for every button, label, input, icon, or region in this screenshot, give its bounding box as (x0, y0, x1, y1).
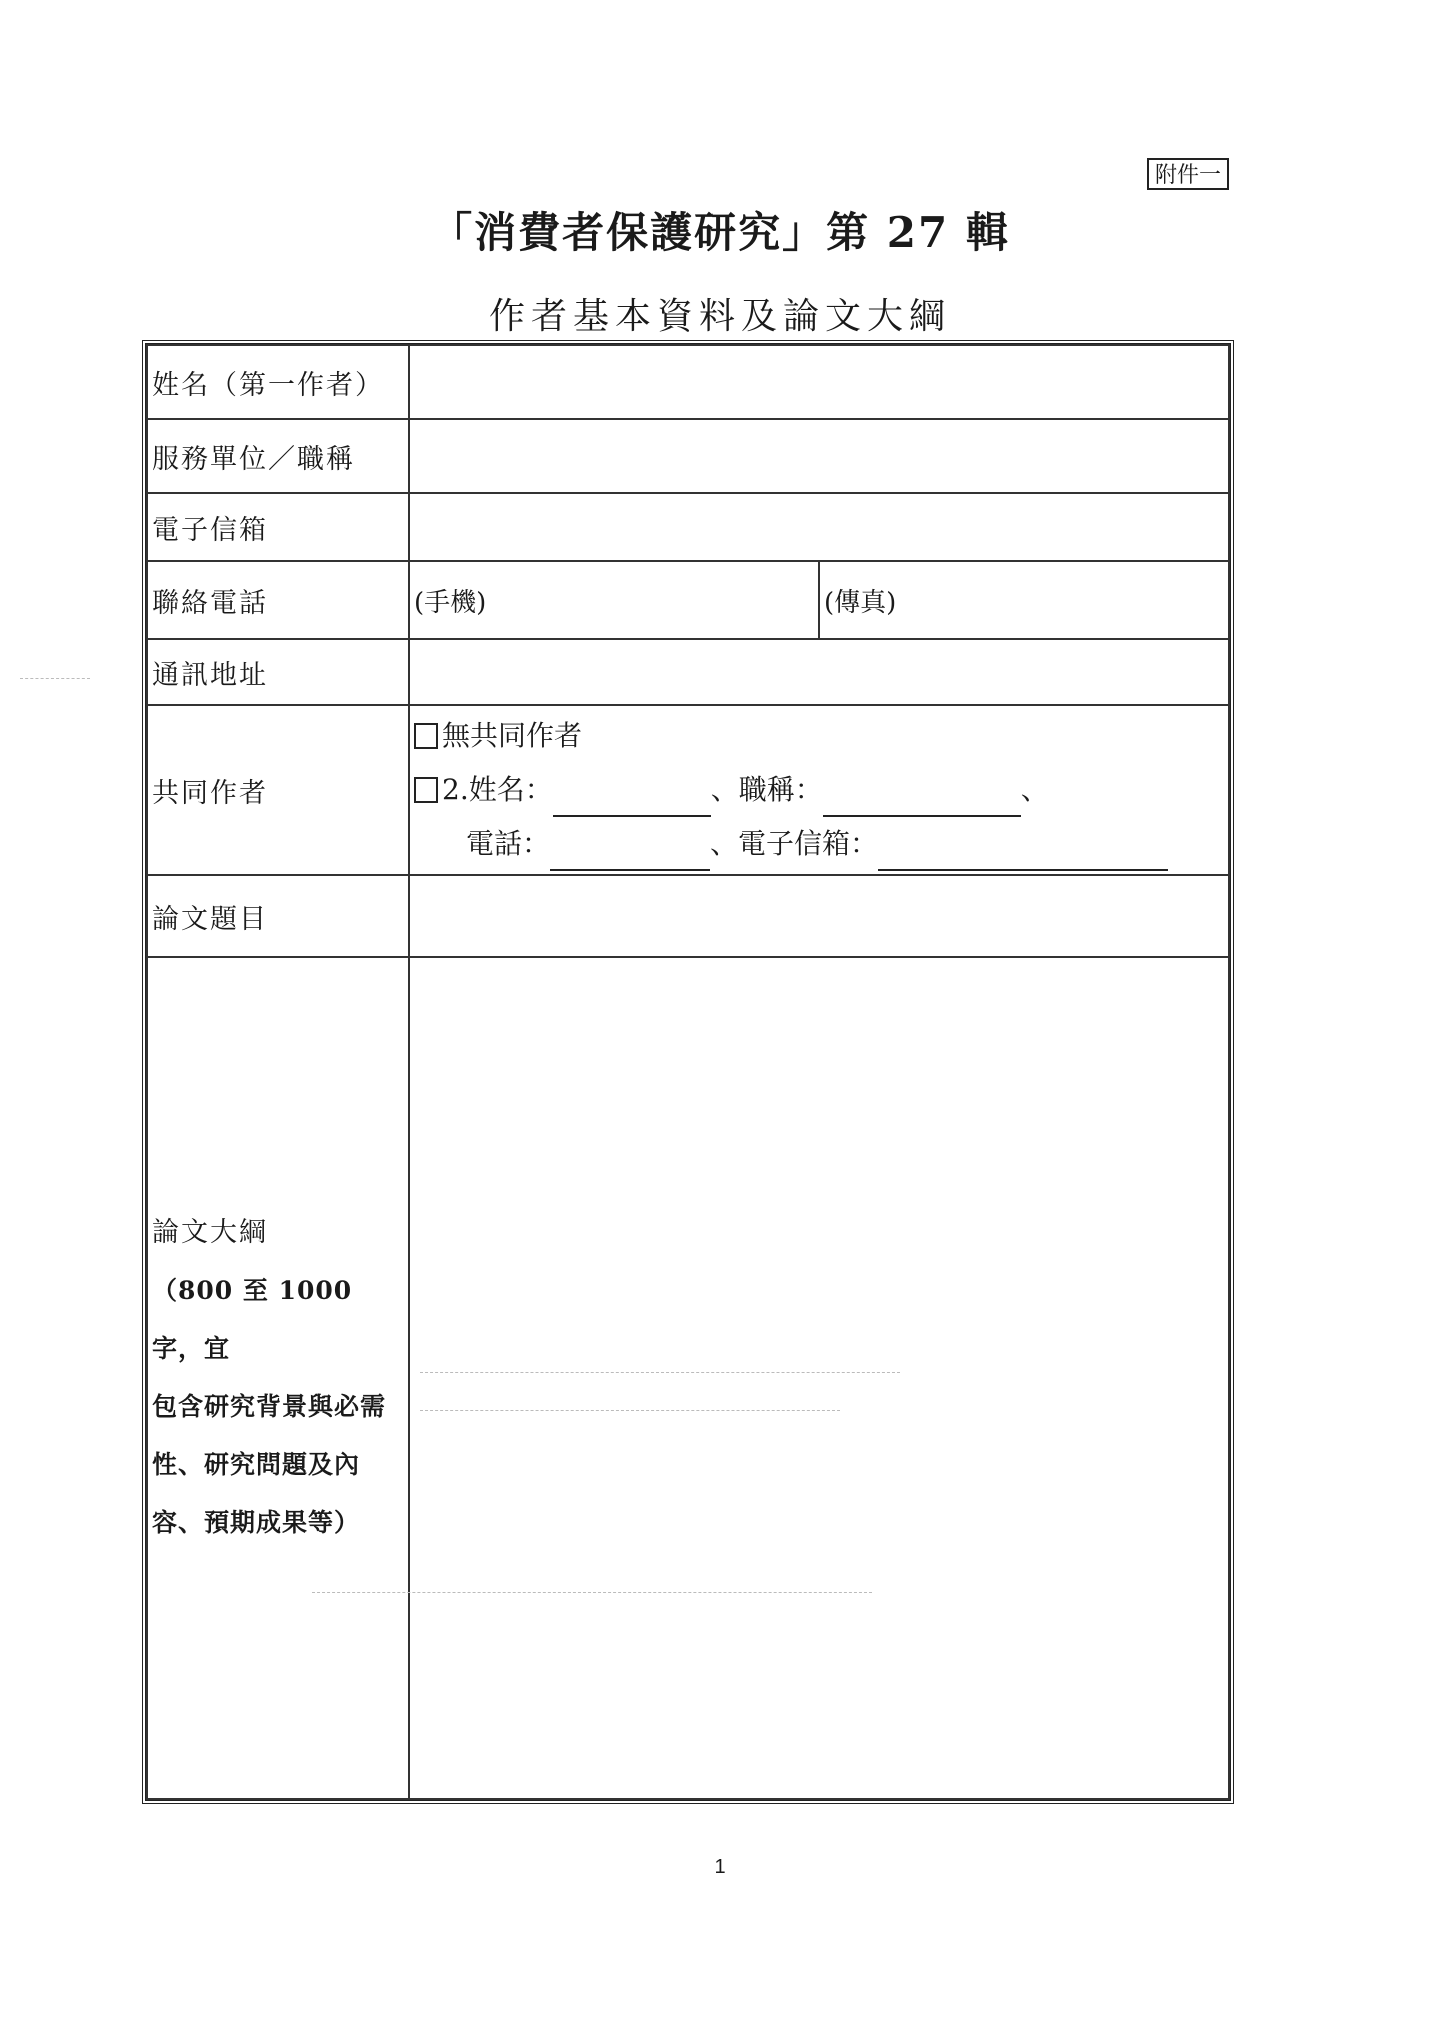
scan-mark (420, 1410, 840, 1411)
name-label: 姓名（第一作者） (147, 345, 409, 419)
coauthor-none-checkbox[interactable] (414, 723, 438, 749)
address-label: 通訊地址 (147, 639, 409, 705)
coauthor-none-label: 無共同作者 (442, 719, 583, 752)
email-field[interactable] (409, 493, 1229, 561)
coauthor-phone-blank[interactable] (550, 839, 710, 871)
outline-note-line-3: 性、研究問題及內 (152, 1450, 361, 1479)
paper-title-label: 論文題目 (147, 875, 409, 957)
email-label: 電子信箱 (147, 493, 409, 561)
row-address (147, 639, 1229, 705)
row-outline (147, 957, 1229, 1799)
outline-note-line-2: 包含研究背景與必需 (152, 1392, 387, 1421)
coauthor-none-option[interactable] (414, 709, 1224, 763)
row-affiliation (147, 419, 1229, 493)
coauthor-info-checkbox[interactable] (414, 777, 438, 803)
mobile-label: (手機) (414, 587, 487, 618)
outline-label: 論文大綱 (152, 1217, 268, 1248)
scan-mark (420, 1372, 900, 1373)
scan-mark (20, 678, 90, 679)
coauthor-contact-line (414, 817, 1224, 871)
coauthor-phone-prefix: 電話： (466, 827, 551, 860)
outline-note-line-4: 容、預期成果等） (152, 1508, 361, 1537)
mobile-field[interactable] (410, 562, 820, 638)
attachment-tag: 附件一 (1147, 158, 1229, 190)
row-paper-title (147, 875, 1229, 957)
row-name (147, 345, 1229, 419)
phone-fields (409, 561, 1229, 639)
row-coauthor (147, 705, 1229, 875)
coauthor-fields (409, 705, 1229, 875)
address-field[interactable] (409, 639, 1229, 705)
row-email (147, 493, 1229, 561)
fax-field[interactable] (820, 562, 1228, 638)
coauthor-title-prefix: 、職稱： (710, 773, 823, 806)
document-subtitle: 作者基本資料及論文大綱 (488, 296, 951, 337)
coauthor-email-prefix: 、電子信箱： (710, 827, 879, 860)
row-phone (147, 561, 1229, 639)
fax-label: (傳真) (824, 587, 897, 618)
coauthor-name-blank[interactable] (553, 785, 711, 817)
coauthor-info-option (414, 763, 1224, 817)
document-title: 「消費者保護研究」第 27 輯 (430, 208, 1010, 257)
affiliation-field[interactable] (409, 419, 1229, 493)
affiliation-label: 服務單位／職稱 (147, 419, 409, 493)
name-field[interactable] (409, 345, 1229, 419)
page-number: 1 (714, 1856, 726, 1878)
paper-title-field[interactable] (409, 875, 1229, 957)
scan-mark (312, 1592, 872, 1593)
coauthor-label: 共同作者 (147, 705, 409, 875)
coauthor-title-blank[interactable] (823, 785, 1021, 817)
form-table (146, 344, 1230, 1800)
coauthor-email-blank[interactable] (878, 839, 1168, 871)
coauthor-name-prefix: 2.姓名： (442, 773, 553, 806)
outline-note-line-1: （800 至 1000 字，宜 (152, 1276, 353, 1363)
outline-field[interactable] (409, 957, 1229, 1799)
phone-label: 聯絡電話 (147, 561, 409, 639)
outline-label-cell (147, 957, 409, 1799)
author-info-form (142, 340, 1234, 1804)
coauthor-trailing-mark: 、 (1020, 773, 1049, 806)
